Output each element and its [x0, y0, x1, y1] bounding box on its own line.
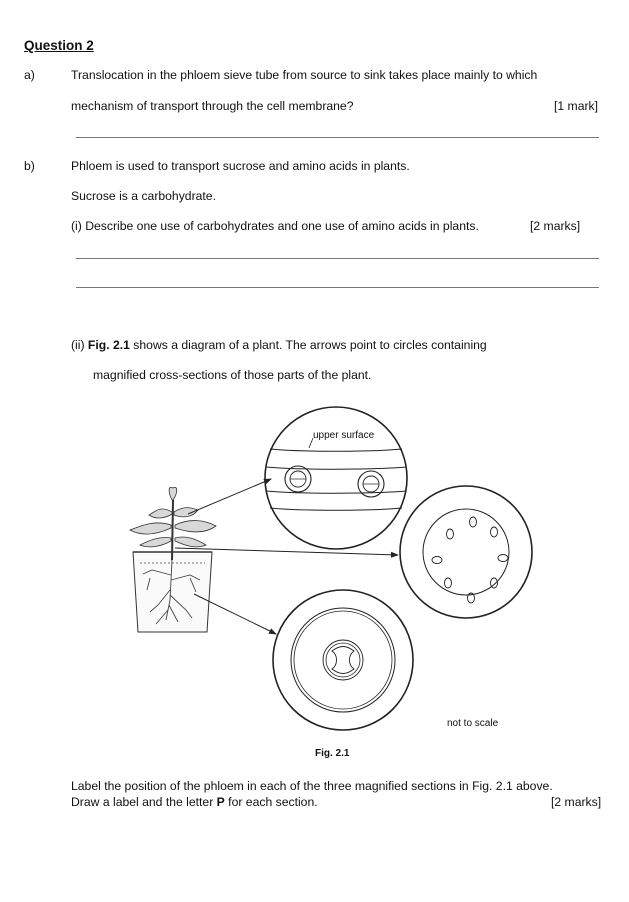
instruction-line2-suffix: for each section.: [224, 795, 318, 809]
part-b-line2: Sucrose is a carbohydrate.: [71, 189, 216, 203]
part-b-line1: Phloem is used to transport sucrose and amino acids in plants.: [71, 159, 410, 173]
part-a-line1: Translocation in the phloem sieve tube from source to sink takes place mainly to which: [71, 68, 538, 82]
part-b-label: b): [24, 159, 35, 173]
part-b-sub-i-marks: [2 marks]: [530, 219, 581, 233]
figure-caption: Fig. 2.1: [315, 748, 350, 759]
part-a-marks: [1 mark]: [554, 99, 599, 113]
plant-pot: [133, 552, 212, 632]
part-b-sub-i: (i) Describe one use of carbohydrates and one use of amino acids in plants.: [71, 219, 479, 233]
leaf-cross-section-circle: [265, 407, 407, 549]
plant-stem: [172, 500, 173, 560]
sub-ii-prefix: (ii): [71, 338, 88, 352]
not-to-scale-label: not to scale: [447, 718, 499, 729]
sub-ii-rest: shows a diagram of a plant. The arrows point to circles containing: [129, 338, 487, 352]
sub-ii-fig-ref: Fig. 2.1: [87, 338, 130, 352]
instruction-marks: [2 marks]: [551, 795, 602, 809]
root-cross-section-circle: [273, 590, 413, 730]
instruction-line2-prefix: Draw a label and the letter: [71, 795, 217, 809]
part-a-label: a): [24, 68, 35, 82]
instruction-letter-p: P: [216, 795, 225, 809]
upper-surface-label: upper surface: [313, 430, 375, 441]
part-b-sub-ii-line2: magnified cross-sections of those parts of the plant.: [93, 368, 372, 382]
instruction-line2: [71, 796, 318, 808]
question-title: Question 2: [24, 38, 94, 53]
part-a-line2: mechanism of transport through the cell membrane?: [71, 99, 354, 113]
stem-cross-section-circle: [400, 486, 532, 618]
instruction-line1: Label the position of the phloem in each of the three magnified sections in Fig. 2.1 above.: [71, 779, 553, 793]
